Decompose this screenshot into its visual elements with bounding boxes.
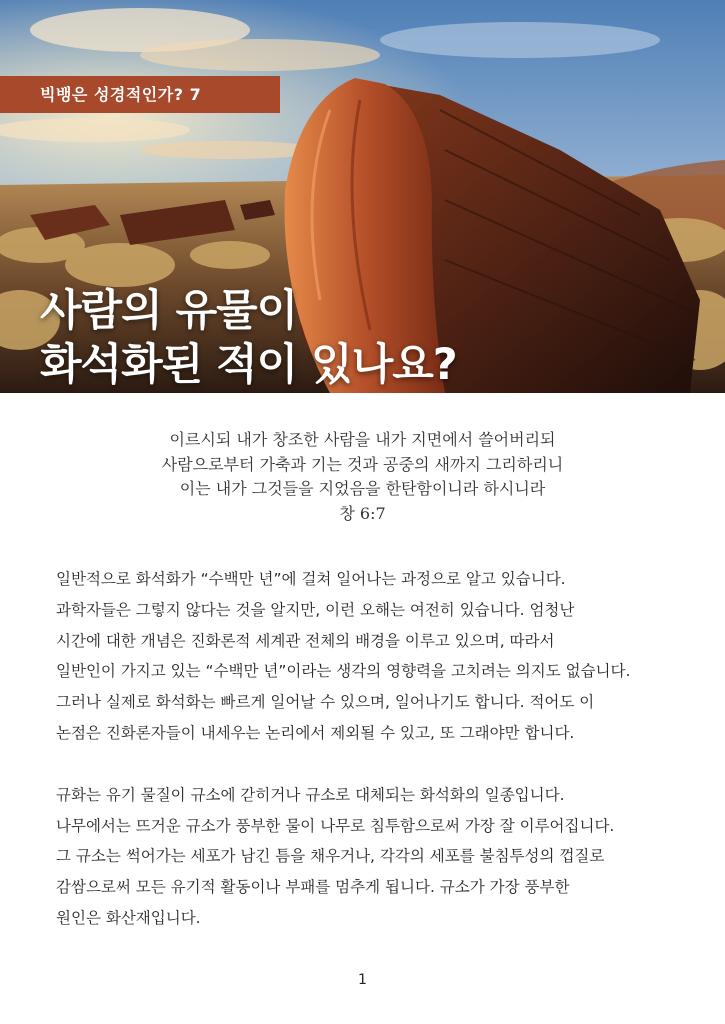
text-line: 시간에 대한 개념은 진화론적 세계관 전체의 배경을 이루고 있으며, 따라서 (56, 631, 555, 650)
title-line: 사람의 유물이 (40, 286, 298, 336)
scripture-quote (0, 428, 725, 526)
text-line: 나무에서는 뜨거운 규소가 풍부한 물이 나무로 침투함으로써 가장 잘 이루어집니다. (56, 816, 615, 835)
series-tag: 빅뱅은 성경적인가? 7 (0, 76, 280, 113)
verse-line: 사람으로부터 가축과 기는 것과 공중의 새까지 그리하리니 (161, 454, 564, 474)
paragraph (56, 564, 686, 749)
verse-line: 이는 내가 그것들을 지었음을 한탄함이니라 하시니라 (179, 479, 546, 498)
verse-line: 이르시되 내가 창조한 사람을 내가 지면에서 쓸어버리되 (169, 430, 556, 449)
text-line: 그 규소는 썩어가는 세포가 남긴 틈을 채우거나, 각각의 세포를 불침투성의 껍질로 (56, 847, 605, 866)
text-line: 감쌈으로써 모든 유기적 활동이나 부패를 멈추게 됩니다. 규소가 가장 풍부한 (56, 878, 570, 897)
text-line: 규화는 유기 물질이 규소에 갇히거나 규소로 대체되는 화석화의 일종입니다. (56, 785, 565, 804)
text-line: 원인은 화산재입니다. (56, 908, 201, 927)
text-line: 과학자들은 그렇지 않다는 것을 알지만, 이런 오해는 여전히 있습니다. 엄청난 (56, 600, 575, 619)
text-line: 그러나 실제로 화석화는 빠르게 일어날 수 있으며, 일어나기도 합니다. 적어도 이 (56, 693, 595, 712)
page-number: 1 (358, 972, 367, 988)
text-line: 논점은 진화론자들이 내세우는 논리에서 제외될 수 있고, 또 그래야만 합니다. (56, 723, 575, 742)
paragraph (56, 780, 686, 934)
verse-reference: 창 6:7 (339, 503, 386, 523)
text-line: 일반적으로 화석화가 “수백만 년”에 걸쳐 일어나는 과정으로 알고 있습니다. (56, 570, 566, 588)
text-line: 일반인이 가지고 있는 “수백만 년”이라는 생각의 영향력을 고치려는 의지도 없습니다. (56, 662, 631, 681)
title-line: 화석화된 적이 있나요? (40, 340, 457, 390)
page-title (40, 284, 457, 392)
article-body (56, 564, 686, 965)
hero-section (0, 0, 725, 393)
